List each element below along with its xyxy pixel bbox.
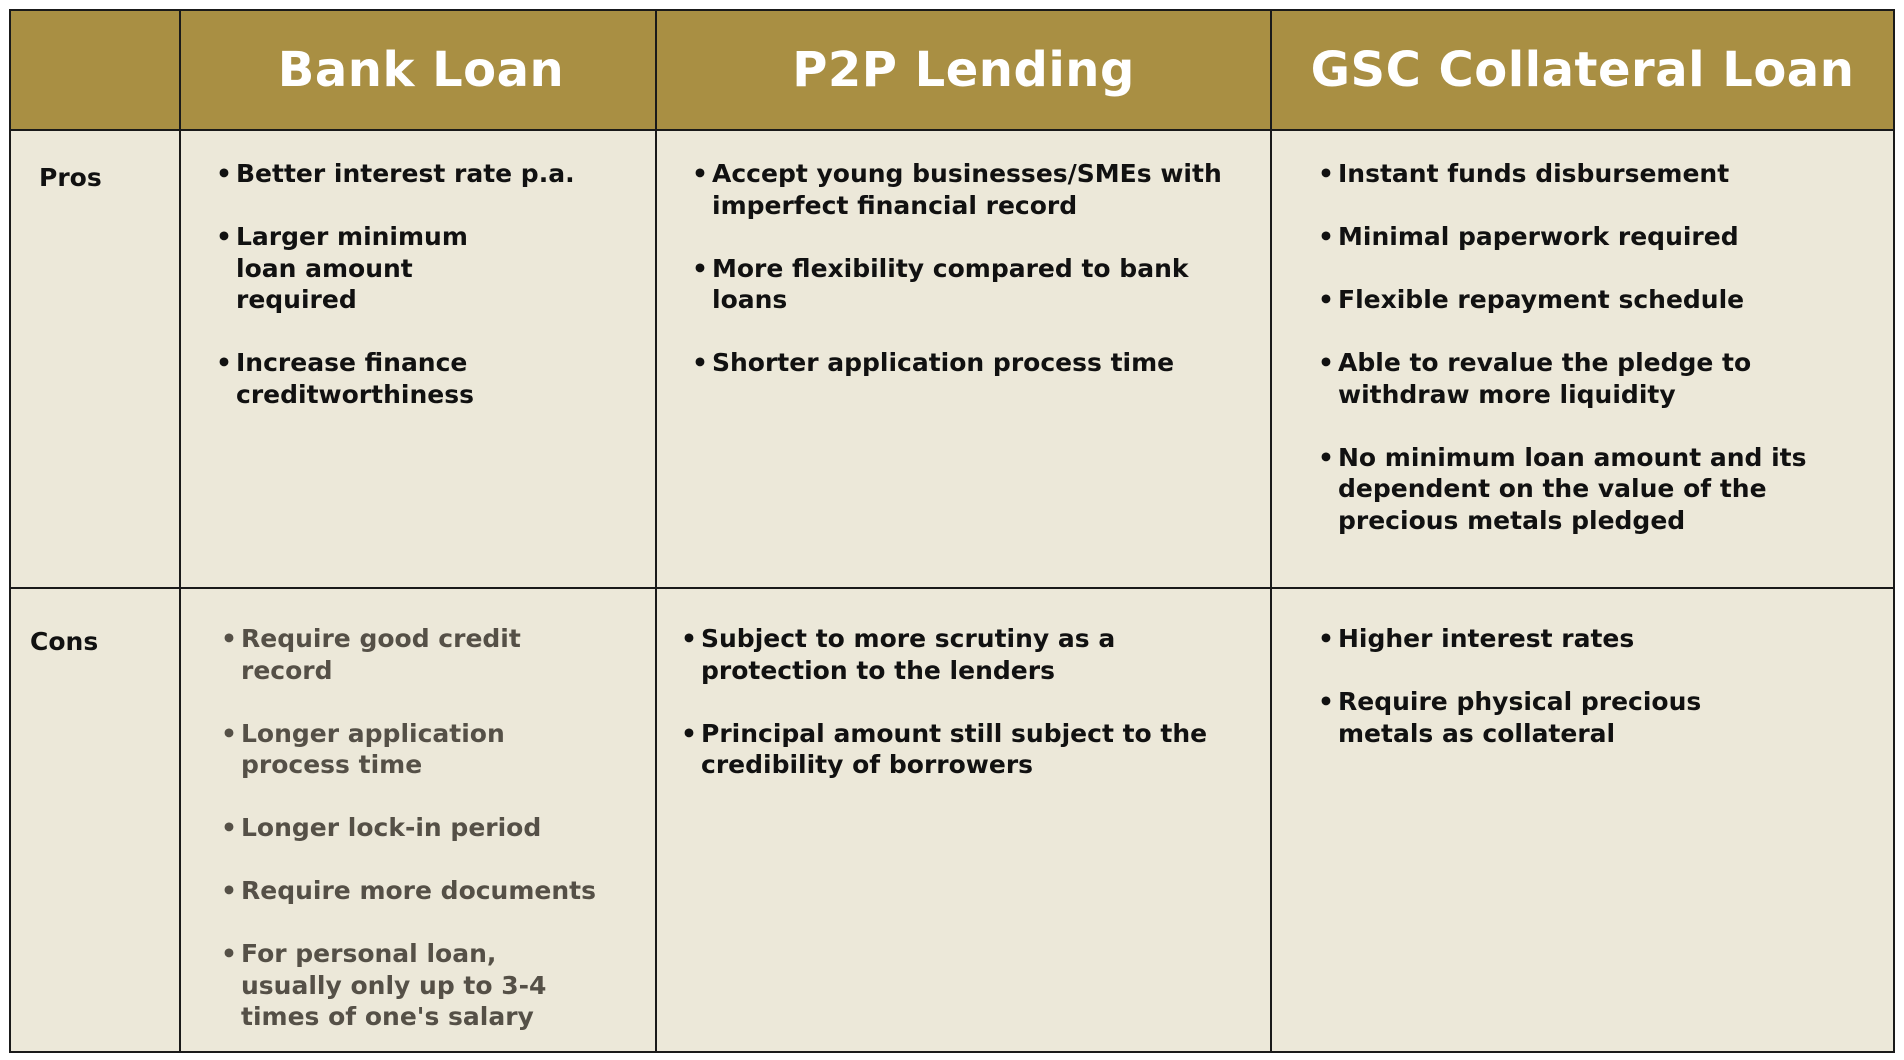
- list-item: • Flexible repayment schedule: [1318, 284, 1878, 316]
- list-item: • Minimal paperwork required: [1318, 221, 1878, 253]
- row-label-pros: Pros: [39, 163, 102, 192]
- list-item: • Principal amount still subject to the credibility of borrowers: [681, 718, 1211, 781]
- column-title-bank-loan: Bank Loan: [277, 42, 565, 98]
- border-right: [1893, 9, 1895, 1053]
- cons-bank-loan-list: [221, 623, 621, 1060]
- column-title-p2p-lending: P2P Lending: [792, 42, 1135, 98]
- list-item: • Require good credit record: [221, 623, 621, 686]
- divider-col-3: [1270, 9, 1272, 1053]
- header-p2p-lending: [656, 10, 1271, 130]
- list-item: • More flexibility compared to bank loans: [692, 253, 1252, 316]
- pros-bank-loan-list: [216, 158, 576, 442]
- list-item: • Better interest rate p.a.: [216, 158, 576, 190]
- list-item: • Subject to more scrutiny as a protection to the lenders: [681, 623, 1241, 686]
- cons-gsc-collateral-loan-list: [1318, 623, 1878, 781]
- divider-col-2: [655, 9, 657, 1053]
- divider-header: [10, 129, 1894, 131]
- list-item: • Require more documents: [221, 875, 621, 907]
- border-top: [10, 9, 1894, 11]
- cons-p2p-lending-list: [681, 623, 1251, 812]
- row-label-cons: Cons: [30, 627, 99, 656]
- header-corner-cell: [10, 10, 180, 130]
- list-item: • Larger minimum loan amount required: [216, 221, 536, 316]
- divider-pros-cons: [10, 587, 1894, 589]
- pros-p2p-lending-list: [692, 158, 1252, 410]
- list-item: • Instant funds disbursement: [1318, 158, 1878, 190]
- header-gsc-collateral-loan: [1271, 10, 1894, 130]
- list-item: • Require physical precious metals as collateral: [1318, 686, 1798, 749]
- pros-gsc-collateral-loan-list: [1318, 158, 1878, 568]
- border-left: [9, 9, 11, 1053]
- list-item: • No minimum loan amount and its dependent on the value of the precious metals pledged: [1318, 442, 1878, 537]
- list-item: • Increase finance creditworthiness: [216, 347, 496, 410]
- list-item: • Longer application process time: [221, 718, 601, 781]
- list-item: • Accept young businesses/SMEs with imperfect financial record: [692, 158, 1222, 221]
- list-item: • Higher interest rates: [1318, 623, 1878, 655]
- list-item: • Longer lock-in period: [221, 812, 621, 844]
- column-title-gsc-collateral-loan: GSC Collateral Loan: [1310, 42, 1855, 98]
- list-item: • Shorter application process time: [692, 347, 1252, 379]
- list-item: • For personal loan, usually only up to 3-4 times of one's salary: [221, 938, 601, 1033]
- list-item: • Able to revalue the pledge to withdraw more liquidity: [1318, 347, 1878, 410]
- divider-col-1: [179, 9, 181, 1053]
- header-bank-loan: [180, 10, 656, 130]
